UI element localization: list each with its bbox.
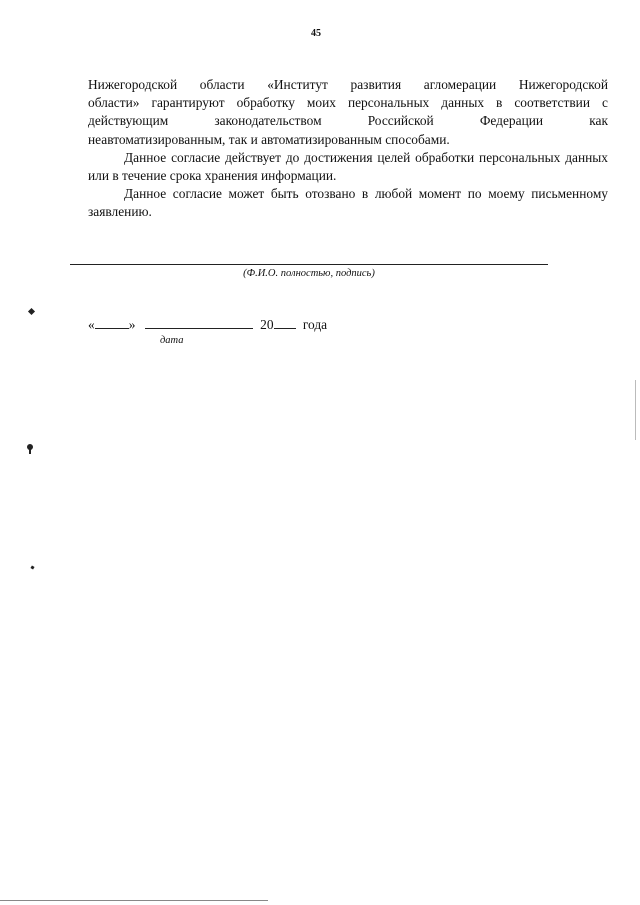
paragraph-1-line-2 [88, 94, 608, 112]
paragraph-1-line-1 [88, 76, 608, 94]
word: Российской [367, 113, 434, 129]
date-row [88, 315, 327, 333]
word: Федерации [479, 113, 544, 129]
day-blank [95, 315, 129, 329]
word: области [199, 77, 245, 92]
word: области» [88, 95, 140, 111]
scan-edge-right [635, 380, 636, 440]
word: обработку [236, 95, 295, 111]
punch-mark-top [28, 308, 35, 315]
word: Нижегородской [518, 77, 608, 92]
word: моих [306, 95, 336, 111]
consent-text [88, 76, 608, 222]
scan-edge-bottom [0, 900, 268, 901]
year-prefix: 20 [260, 317, 274, 332]
paragraph-1-line-3 [88, 112, 608, 130]
word: с [601, 95, 608, 111]
word: агломерации [423, 77, 497, 92]
punch-mark-stem [29, 449, 31, 454]
paragraph-1-line-4: неавтоматизированным, так и автоматизированным способами. [88, 131, 450, 147]
word: законодательством [214, 113, 322, 129]
word: как [589, 113, 608, 129]
year-blank [274, 315, 296, 329]
word: персональных [347, 95, 430, 111]
paragraph-1 [88, 76, 608, 149]
word: соответствии [514, 95, 590, 111]
open-quote: « [88, 317, 95, 332]
page-number: 45 [311, 28, 321, 39]
word: развития [350, 77, 402, 92]
date-caption: дата [160, 335, 184, 346]
word: в [496, 95, 503, 111]
word: Нижегородской [88, 77, 178, 92]
word: данных [441, 95, 485, 111]
signature-caption: (Ф.И.О. полностью, подпись) [243, 268, 375, 279]
close-quote: » [128, 317, 136, 332]
word: «Институт [267, 77, 328, 92]
year-word: года [302, 317, 328, 332]
paragraph-3: Данное согласие может быть отозвано в любой момент по моему письменному заявлению. [88, 186, 608, 220]
scan-speck [30, 565, 34, 569]
word: действующим [88, 113, 169, 129]
month-blank [145, 315, 253, 329]
paragraph-2: Данное согласие действует до достижения целей обработки персональных данных или в течение срока хранения информации. [88, 149, 608, 184]
signature-line [70, 264, 548, 265]
word: гарантируют [151, 95, 225, 111]
